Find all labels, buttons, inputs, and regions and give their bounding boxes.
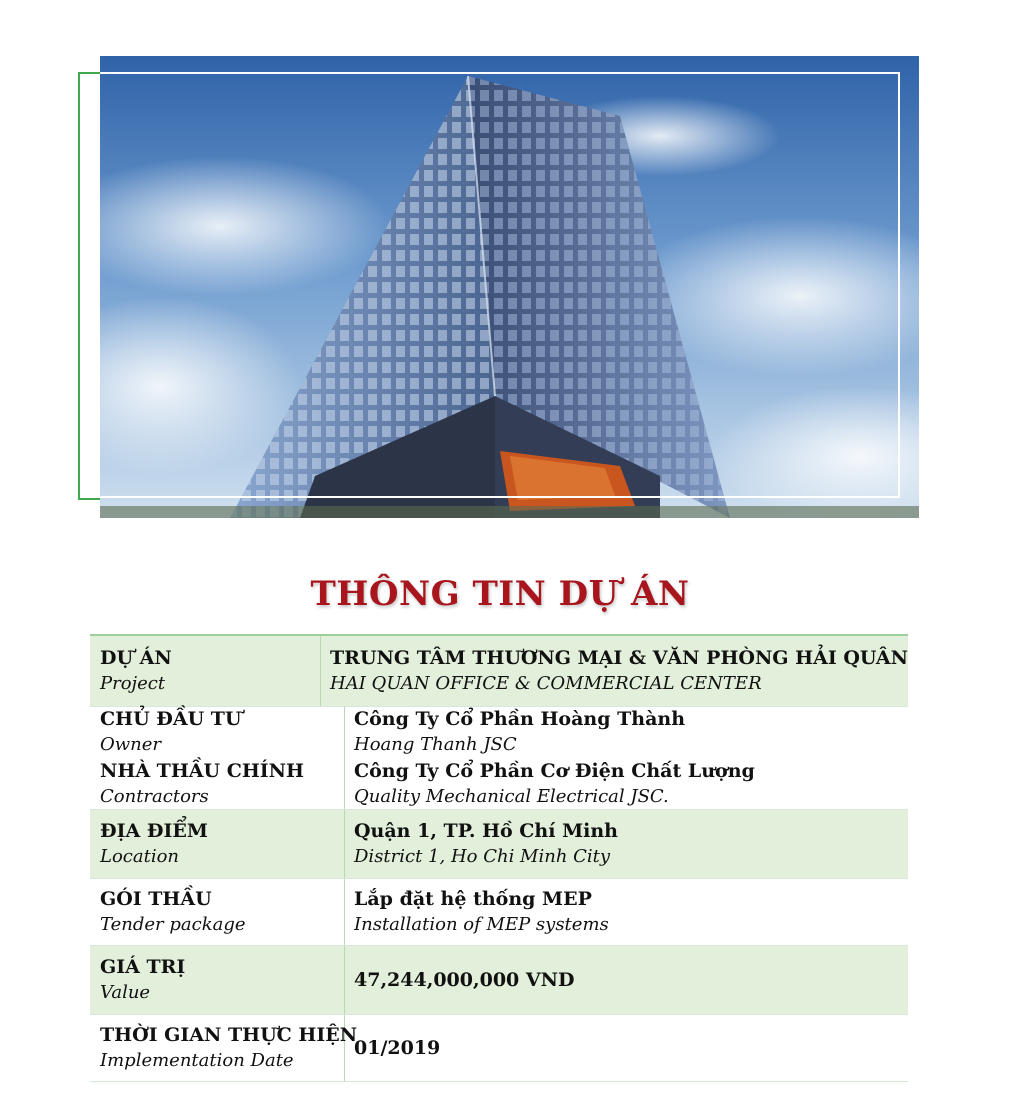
table-row-implementation-date <box>90 1015 908 1082</box>
label-cell <box>90 946 345 1014</box>
table-row-location <box>90 810 908 879</box>
hero-frame-green <box>78 72 100 500</box>
value-vi: Công Ty Cổ Phần Hoàng Thành <box>354 708 686 730</box>
value-vi: 47,244,000,000 VND <box>354 969 575 991</box>
value-cell <box>345 707 908 809</box>
table-row-project <box>90 636 908 707</box>
label-cell <box>90 879 345 945</box>
label-vi: GIÁ TRỊ <box>100 956 186 978</box>
label-vi: DỰ ÁN <box>100 647 172 669</box>
project-info-table <box>90 634 908 1082</box>
label-vi: GÓI THẦU <box>100 888 212 910</box>
label2-en: Contractors <box>100 786 209 807</box>
value-cell <box>345 810 908 878</box>
value2-vi: Công Ty Cổ Phần Cơ Điện Chất Lượng <box>354 760 755 782</box>
label-en: Project <box>100 673 166 694</box>
label-en: Owner <box>100 734 162 755</box>
label-cell <box>90 1015 358 1081</box>
page-title: THÔNG TIN DỰ ÁN <box>310 574 690 614</box>
label2-vi: NHÀ THẦU CHÍNH <box>100 760 304 782</box>
label-vi: ĐỊA ĐIỂM <box>100 820 208 842</box>
label-cell <box>90 810 345 878</box>
label-en: Location <box>100 846 180 867</box>
value-en: HAI QUAN OFFICE & COMMERCIAL CENTER <box>330 673 762 694</box>
label-en: Tender package <box>100 914 246 935</box>
value-en: Hoang Thanh JSC <box>354 734 517 755</box>
hero-frame-white <box>100 72 900 498</box>
value-cell <box>345 946 908 1014</box>
value-en: Installation of MEP systems <box>354 914 609 935</box>
value-cell <box>321 636 908 706</box>
value-vi: Lắp đặt hệ thống MEP <box>354 888 592 910</box>
value2-en: Quality Mechanical Electrical JSC. <box>354 786 669 807</box>
value-vi: Quận 1, TP. Hồ Chí Minh <box>354 820 618 842</box>
table-row-owner-contractor <box>90 707 908 810</box>
value-cell <box>345 879 908 945</box>
table-row-value <box>90 946 908 1015</box>
label-vi: THỜI GIAN THỰC HIỆN <box>100 1024 358 1046</box>
value-en: District 1, Ho Chi Minh City <box>354 846 611 867</box>
label-vi: CHỦ ĐẦU TƯ <box>100 708 242 730</box>
label-cell <box>90 707 345 809</box>
label-cell <box>90 636 321 706</box>
table-row-tender-package <box>90 879 908 946</box>
value-cell <box>345 1015 908 1081</box>
label-en: Implementation Date <box>100 1050 294 1071</box>
value-vi: 01/2019 <box>354 1037 441 1059</box>
label-en: Value <box>100 982 151 1003</box>
value-vi: TRUNG TÂM THƯƠNG MẠI & VĂN PHÒNG HẢI QUÂN <box>330 647 908 669</box>
